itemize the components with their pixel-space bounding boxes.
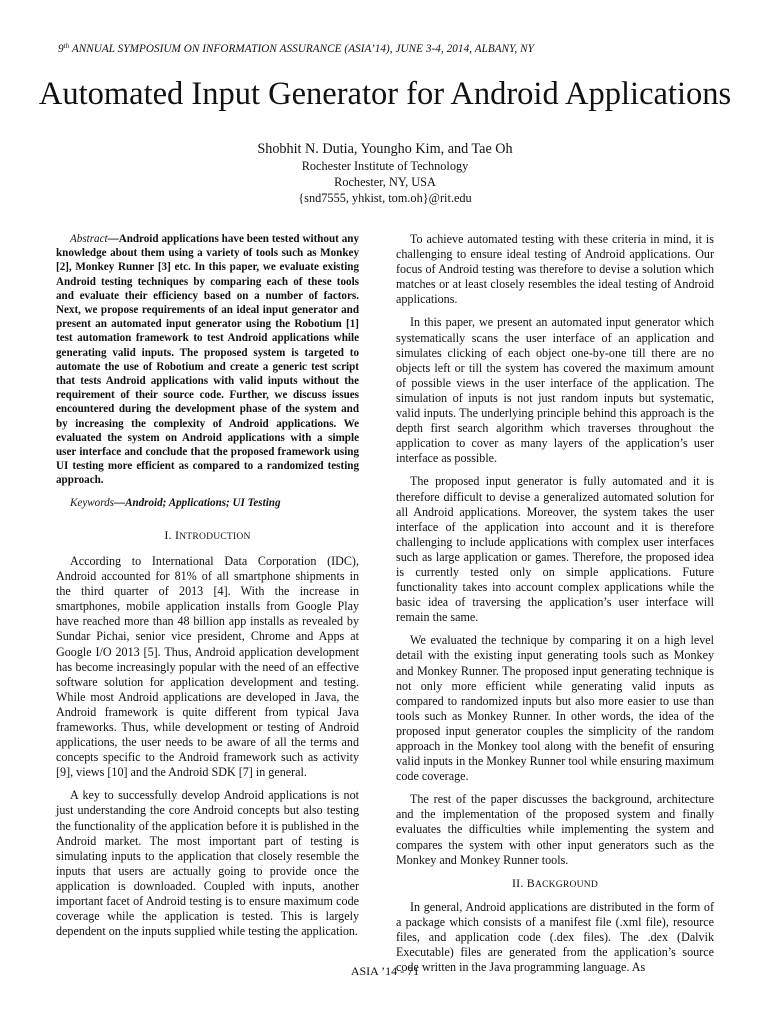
header-number: 9 [58,43,64,55]
running-header [58,42,718,55]
affiliation-location: Rochester, NY, USA [334,175,436,189]
abstract [56,232,359,488]
right-paragraph-4: We evaluated the technique by comparing it on a high level detail with the existing input generating tools such as Monkey and Monkey Runner. The proposed input generating technique is not only more efficient while generating valid inputs as compared to randomized inputs but also more easier to use than tools such as Monkey Runner. In other words, the idea of the proposed input generator couples the simplicity of the random approach in the Monkey tool along with the benefit of ensuring valid inputs in the Monkey Runner tool while ensuring maximum code coverage. [396,633,714,784]
section-title-rest: NTRODUCTION [179,530,251,542]
abstract-lead: Abstract [70,233,108,245]
section-heading-background [396,876,714,892]
right-paragraph-5: The rest of the paper discusses the background, architecture and the implementation of the proposed system and finally evaluates the difficulties while implementing the system and compares the system with other input generators such as the Monkey and Monkey Runner tools. [396,792,714,867]
header-superscript: th [63,42,70,50]
abstract-text: Android applications have been tested without any knowledge about them using a variety of tools such as Monkey [2], Monkey Runner [3] etc. In this paper, we evaluate existing Android testing techniques by comparing each of these tools and evaluate their efficiency based on a number of factors. Next, we propose requirements of an ideal input generator and present an automated input generator using the Robotium [1] test automation framework to test Android applications while generating valid inputs. The proposed system is targeted to automate the use of Robotium and create a generic test script that tests Android applications with valid inputs without the requirement of their source code. Further, we discuss issues encountered during the development phase of the system and by increasing the complexity of Android applications. We evaluated the system on Android applications with a simple user interface and conclude that the proposed framework using UI testing more efficient as compared to a randomized testing approach. [56,233,359,487]
right-paragraph-1: To achieve automated testing with these criteria in mind, it is challenging to ensure ideal testing of Android applications. Our focus of Android testing was therefore to devise a solution which matches or at least closely resembles the ideal testing of Android applications. [396,232,714,307]
author-list: Shobhit N. Dutia, Youngho Kim, and Tae Oh [257,141,513,157]
section-title-rest: ACKGROUND [534,878,599,890]
right-paragraph-2: In this paper, we present an automated input generator which systematically scans the user interface of an application and simulates clicking of each object one-by-one till there are no objects left or till the system has covered the maximum amount of possible views in the user interface of the application. The simulation of inputs is not just random inputs but systematic, valid inputs. The underlying principle behind this approach is the depth first search algorithm which traverses throughout the application to cover as many layers of the application’s user interface as possible. [396,315,714,466]
page-footer: ASIA ’14 - 71 [350,964,420,978]
right-paragraph-3: The proposed input generator is fully automated and it is therefore difficult to devise a generalized automated solution for all Android applications. Moreover, the system takes the user interface of the application into account and it is therefore challenging to include applications with complex user interfaces such as large application or games. Therefore, the proposed idea is currently tested only on simple applications. Future functionality takes into account complex applications while the basic idea of traversing the application’s user interface will remain the same. [396,474,714,625]
section-number: II. [511,875,524,890]
keywords-lead: Keywords [70,496,114,509]
section-title-initial: B [526,875,535,890]
affiliation-institution: Rochester Institute of Technology [301,159,469,173]
left-column [56,232,359,947]
abstract-dash: — [107,233,119,245]
right-column [396,232,714,983]
section-heading-introduction [56,528,359,544]
keywords [56,496,359,510]
intro-paragraph-2: A key to successfully develop Android applications is not just understanding the core Android concepts but also testing the functionality of the application before it is published in the Android market. The most important part of testing is simulating inputs to the application that closely resemble the inputs that users are actually going to provide once the application is downloaded. Coupled with inputs, another important facet of Android testing is to ensure maximum code coverage while the application is tested. This is largely dependent on the inputs supplied while testing the application. [56,788,359,939]
intro-paragraph-1: According to International Data Corporation (IDC), Android accounted for 81% of all smartphone shipments in the third quarter of 2013 [4]. With the increase in smartphones, mobile application installs from Google Play have reached more than 48 billion app installs as revealed by Sundar Pichai, senior vice president, Chrome and Apps at Google I/O 2013 [5]. Thus, Android application development has become increasingly popular with the need of an effective software solution for application development and testing. While most Android applications are developed in Java, the Android framework is quite different from typical Java frameworks. Thus, while development or testing of Android applications, the user needs to be aware of all the terms and concepts specific to the Android framework such as activity [9], views [10] and the Android SDK [7] in general. [56,553,359,780]
keywords-text: —Android; Applications; UI Testing [113,496,281,509]
section-title-initial: I [174,527,180,542]
background-paragraph-1: In general, Android applications are distributed in the form of a package which consists of a manifest file (.xml file), resource files, and application code (.dex files). The .dex (Dalvik Executable) files are generated from the application’s source code written in the Java programming language. As [396,899,714,975]
affiliation-emails: {snd7555, yhkist, tom.oh}@rit.edu [298,191,472,205]
section-number: I. [164,527,172,542]
paper-title: Automated Input Generator for Android Applications [38,76,732,112]
header-text: ANNUAL SYMPOSIUM ON INFORMATION ASSURANCE (ASIA’14), JUNE 3-4, 2014, ALBANY, NY [69,43,534,55]
